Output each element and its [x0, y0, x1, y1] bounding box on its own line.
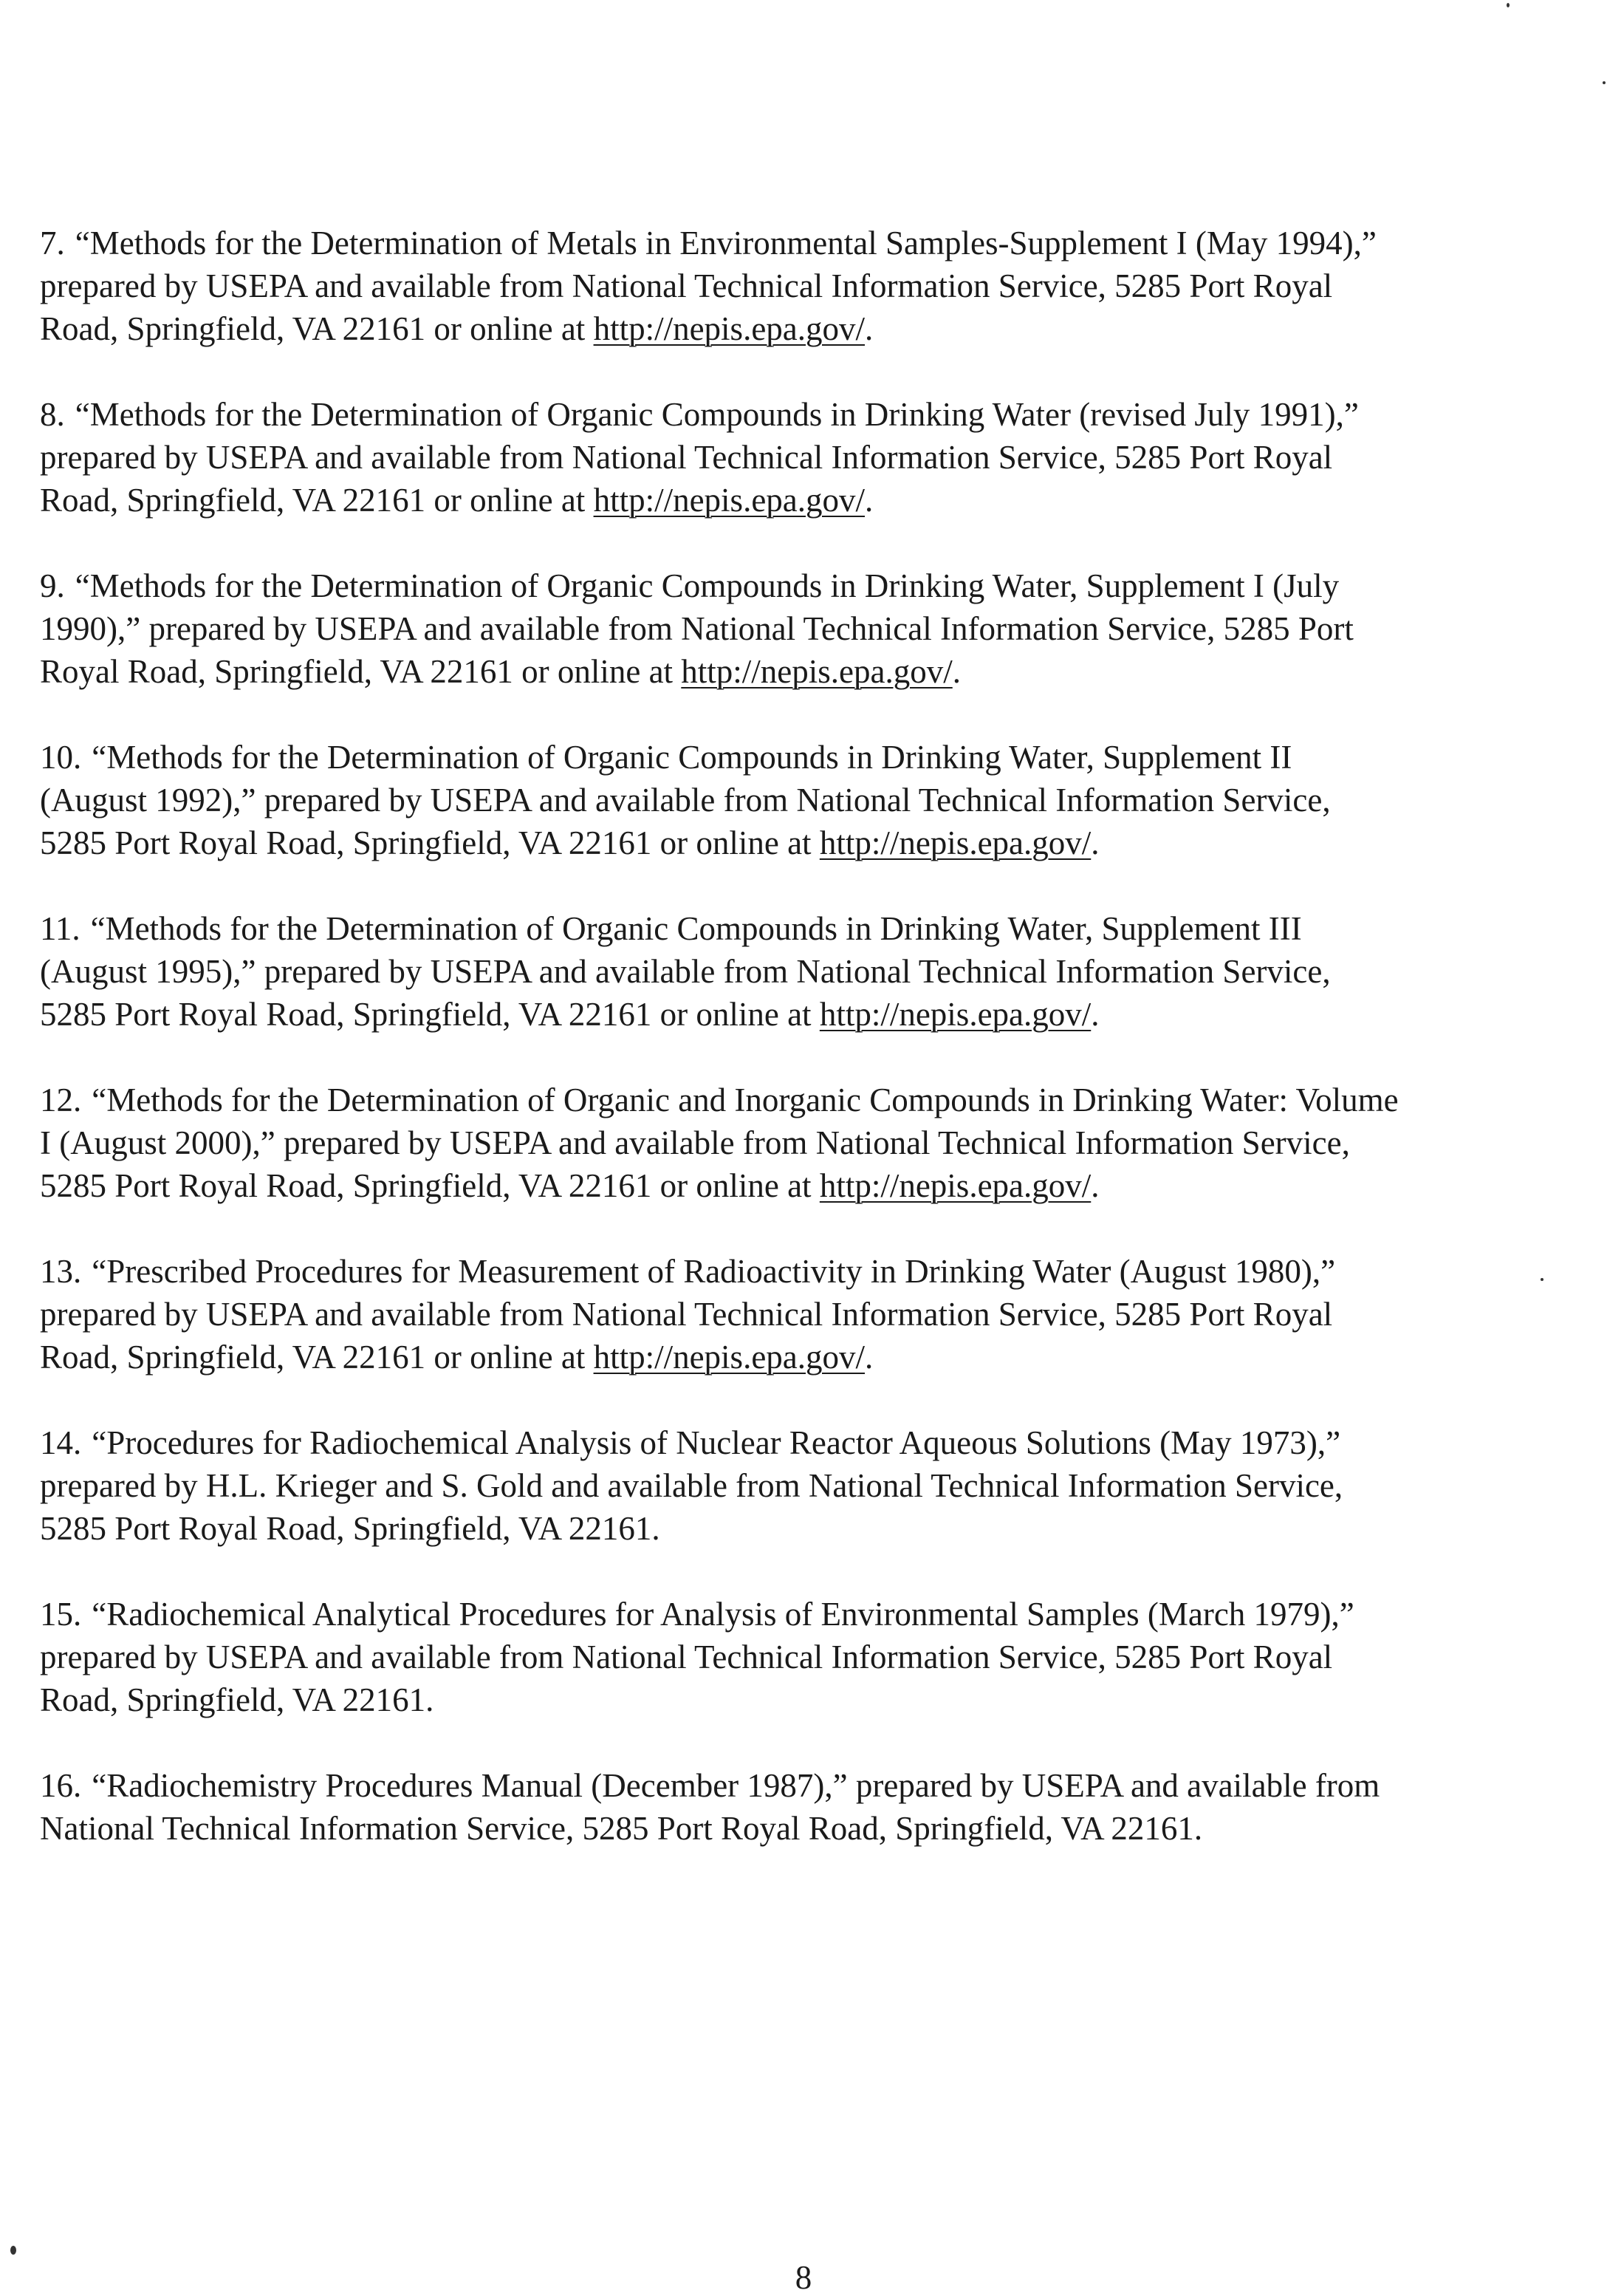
reference-item — [40, 907, 1399, 1036]
reference-number: 13. — [40, 1253, 82, 1290]
reference-tail: . — [1091, 824, 1100, 861]
reference-text: “Radiochemical Analytical Procedures for Analysis of Environmental Samples (March 1979),” prepared by USEPA and available from National Technical Information Service, 5285 Port Royal Road, Springfield, VA 22161. — [40, 1596, 1354, 1718]
reference-link[interactable]: http://nepis.epa.gov/ — [819, 824, 1092, 861]
reference-tail: . — [865, 1339, 874, 1376]
reference-item — [40, 1593, 1399, 1721]
reference-number: 14. — [40, 1424, 82, 1461]
reference-number: 8. — [40, 396, 65, 433]
reference-number: 15. — [40, 1596, 82, 1633]
reference-text: “Methods for the Determination of Organic Compounds in Drinking Water (revised July 1991),” prepared by USEPA and available from National Technical Information Service, 5285 Port Royal Road, Springfield, VA 22161 or online at — [40, 396, 1359, 519]
reference-number: 16. — [40, 1767, 82, 1804]
reference-item — [40, 222, 1399, 350]
reference-number: 12. — [40, 1082, 82, 1118]
reference-text: “Methods for the Determination of Organic Compounds in Drinking Water, Supplement I (July 1990),” prepared by USEPA and available from National Technical Information Service, 5285 Port Royal Road, Springfield, VA 22161 or online at — [40, 567, 1354, 690]
reference-number: 7. — [40, 225, 65, 262]
scan-speck — [10, 2246, 16, 2255]
reference-item — [40, 1250, 1399, 1378]
reference-tail: . — [1091, 1167, 1100, 1204]
reference-text: “Methods for the Determination of Metals in Environmental Samples-Supplement I (May 1994),” prepared by USEPA and available from National Technical Information Service, 5285 Port Royal Road, Springfield, VA 22161 or online at — [40, 225, 1377, 347]
scan-speck — [1507, 3, 1510, 7]
reference-number: 9. — [40, 567, 65, 604]
scan-speck — [1541, 1278, 1543, 1281]
reference-link[interactable]: http://nepis.epa.gov/ — [681, 653, 953, 690]
reference-item — [40, 393, 1399, 522]
reference-text: “Prescribed Procedures for Measurement of Radioactivity in Drinking Water (August 1980),” prepared by USEPA and available from National Technical Information Service, 5285 Port Royal Road, Springfield, VA 22161 or online at — [40, 1253, 1336, 1376]
reference-link[interactable]: http://nepis.epa.gov/ — [819, 996, 1092, 1033]
reference-text: “Methods for the Determination of Organic Compounds in Drinking Water, Supplement III (August 1995),” prepared by USEPA and available from National Technical Information Service, 5285 Port Royal Road, Springfield, VA 22161 or online at — [40, 910, 1331, 1033]
reference-link[interactable]: http://nepis.epa.gov/ — [593, 310, 866, 347]
reference-item — [40, 1421, 1399, 1550]
reference-link[interactable]: http://nepis.epa.gov/ — [593, 482, 866, 519]
reference-link[interactable]: http://nepis.epa.gov/ — [819, 1167, 1092, 1204]
scan-speck — [1603, 81, 1606, 84]
reference-number: 11. — [40, 910, 80, 947]
reference-text: “Methods for the Determination of Organic and Inorganic Compounds in Drinking Water: Volume I (August 2000),” prepared by USEPA and available from National Technical Information Service, 5285 Port Royal Road, Springfield, VA 22161 or online at — [40, 1082, 1399, 1204]
reference-item — [40, 564, 1399, 693]
reference-tail: . — [1091, 996, 1100, 1033]
reference-item — [40, 1764, 1399, 1850]
reference-tail: . — [865, 482, 874, 519]
reference-text: “Methods for the Determination of Organic Compounds in Drinking Water, Supplement II (August 1992),” prepared by USEPA and available from National Technical Information Service, 5285 Port Royal Road, Springfield, VA 22161 or online at — [40, 739, 1331, 861]
page-number: 8 — [795, 2259, 812, 2296]
reference-item — [40, 1079, 1399, 1207]
reference-number: 10. — [40, 739, 82, 776]
reference-text: “Procedures for Radiochemical Analysis of Nuclear Reactor Aqueous Solutions (May 1973),” prepared by H.L. Krieger and S. Gold and available from National Technical Information Service, 5285 Port Royal Road, Springfield, VA 22161. — [40, 1424, 1343, 1547]
reference-item — [40, 736, 1399, 864]
reference-text: “Radiochemistry Procedures Manual (December 1987),” prepared by USEPA and available from National Technical Information Service, 5285 Port Royal Road, Springfield, VA 22161. — [40, 1767, 1380, 1847]
reference-tail: . — [865, 310, 874, 347]
reference-list — [40, 222, 1399, 1893]
reference-tail: . — [952, 653, 961, 690]
reference-link[interactable]: http://nepis.epa.gov/ — [593, 1339, 866, 1376]
